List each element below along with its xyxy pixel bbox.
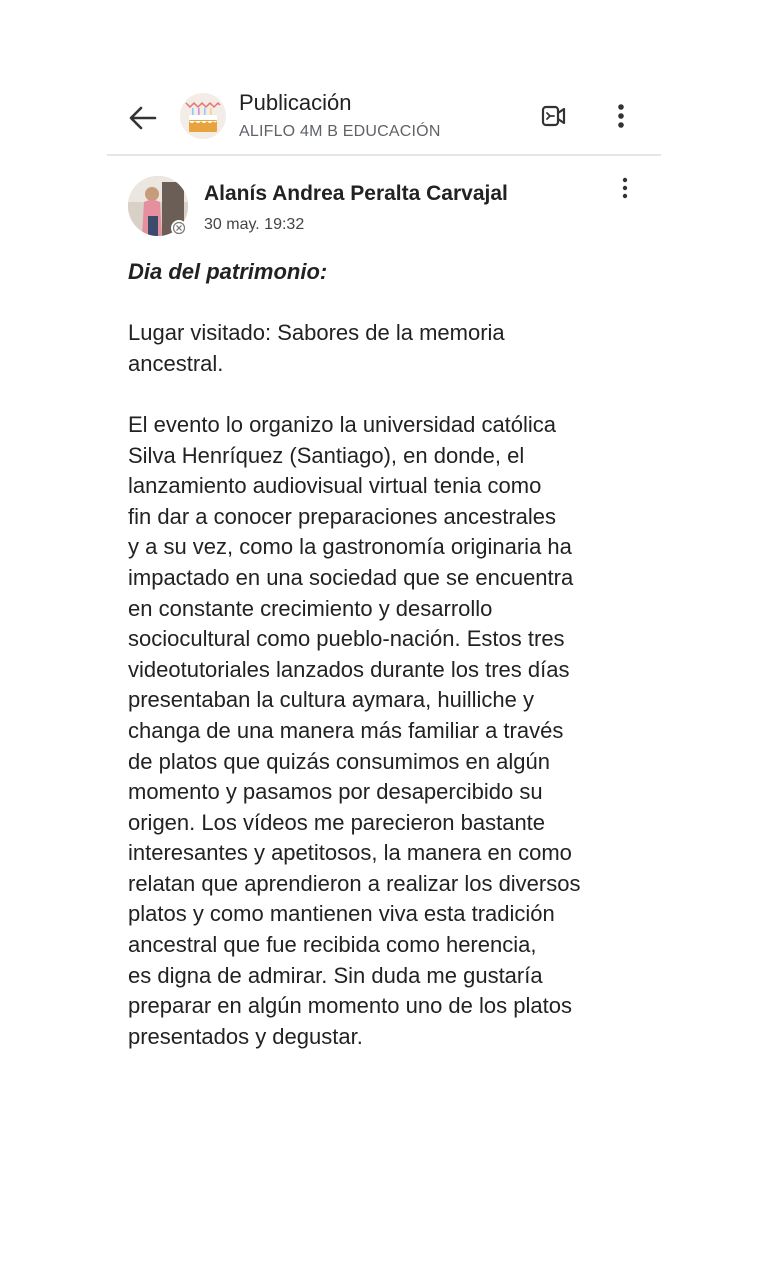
text-line: fin dar a conocer preparaciones ancestrales: [128, 503, 557, 529]
post-paragraph-2: [128, 410, 648, 1052]
text-line: presentaban la cultura aymara, huilliche y: [128, 687, 535, 713]
text-line: ancestral que fue recibida como herencia,: [128, 932, 537, 958]
more-vert-icon: [622, 177, 628, 199]
text-line: presentados y degustar.: [128, 1023, 363, 1049]
text-line: lanzamiento audiovisual virtual tenia como: [128, 473, 542, 499]
more-vert-icon: [617, 103, 625, 129]
more-options-button[interactable]: [609, 100, 633, 132]
text-line: changa de una manera más familiar a través: [128, 717, 564, 743]
page-title: Publicación: [239, 90, 352, 115]
class-logo: [180, 93, 226, 139]
close-circle-icon: [172, 221, 186, 235]
back-button[interactable]: [125, 100, 161, 136]
text-line: platos y como mantienen viva esta tradición: [128, 901, 555, 927]
post-body: [128, 257, 648, 1052]
post-timestamp: 30 may. 19:32: [204, 216, 305, 233]
author-name[interactable]: Alanís Andrea Peralta Carvajal: [204, 182, 508, 205]
post-heading: Dia del patrimonio:: [128, 259, 328, 284]
video-call-button[interactable]: [537, 100, 569, 132]
text-line: en constante crecimiento y desarrollo: [128, 595, 493, 621]
text-line: impactado en una sociedad que se encuentra: [128, 564, 574, 590]
text-line: momento y pasamos por desapercibido su: [128, 779, 543, 805]
app-bar: [107, 80, 661, 156]
birthday-cake-icon: [180, 93, 226, 139]
text-line: origen. Los vídeos me parecieron bastante: [128, 809, 546, 835]
arrow-back-icon: [127, 102, 159, 134]
text-line: de platos que quizás consumimos en algún: [128, 748, 550, 774]
avatar-status-badge: [171, 220, 187, 236]
text-line: Silva Henríquez (Santiago), en donde, el: [128, 442, 525, 468]
text-line: El evento lo organizo la universidad católica: [128, 411, 557, 437]
text-line: interesantes y apetitosos, la manera en como: [128, 840, 572, 866]
text-line: videotutoriales lanzados durante los tres días: [128, 656, 570, 682]
text-line: Lugar visitado: Sabores de la memoria: [128, 320, 505, 346]
text-line: ancestral.: [128, 350, 224, 376]
text-line: y a su vez, como la gastronomía originaria ha: [128, 534, 572, 560]
post-options-button[interactable]: [612, 174, 638, 202]
video-call-icon: [539, 102, 567, 130]
text-line: sociocultural como pueblo-nación. Estos tres: [128, 626, 565, 652]
text-line: relatan que aprendieron a realizar los diversos: [128, 870, 581, 896]
text-line: es digna de admirar. Sin duda me gustaría: [128, 962, 543, 988]
post-paragraph-1: [128, 318, 648, 379]
text-line: preparar en algún momento uno de los platos: [128, 993, 572, 1019]
class-name: ALIFLO 4M B EDUCACIÓN: [239, 123, 441, 140]
